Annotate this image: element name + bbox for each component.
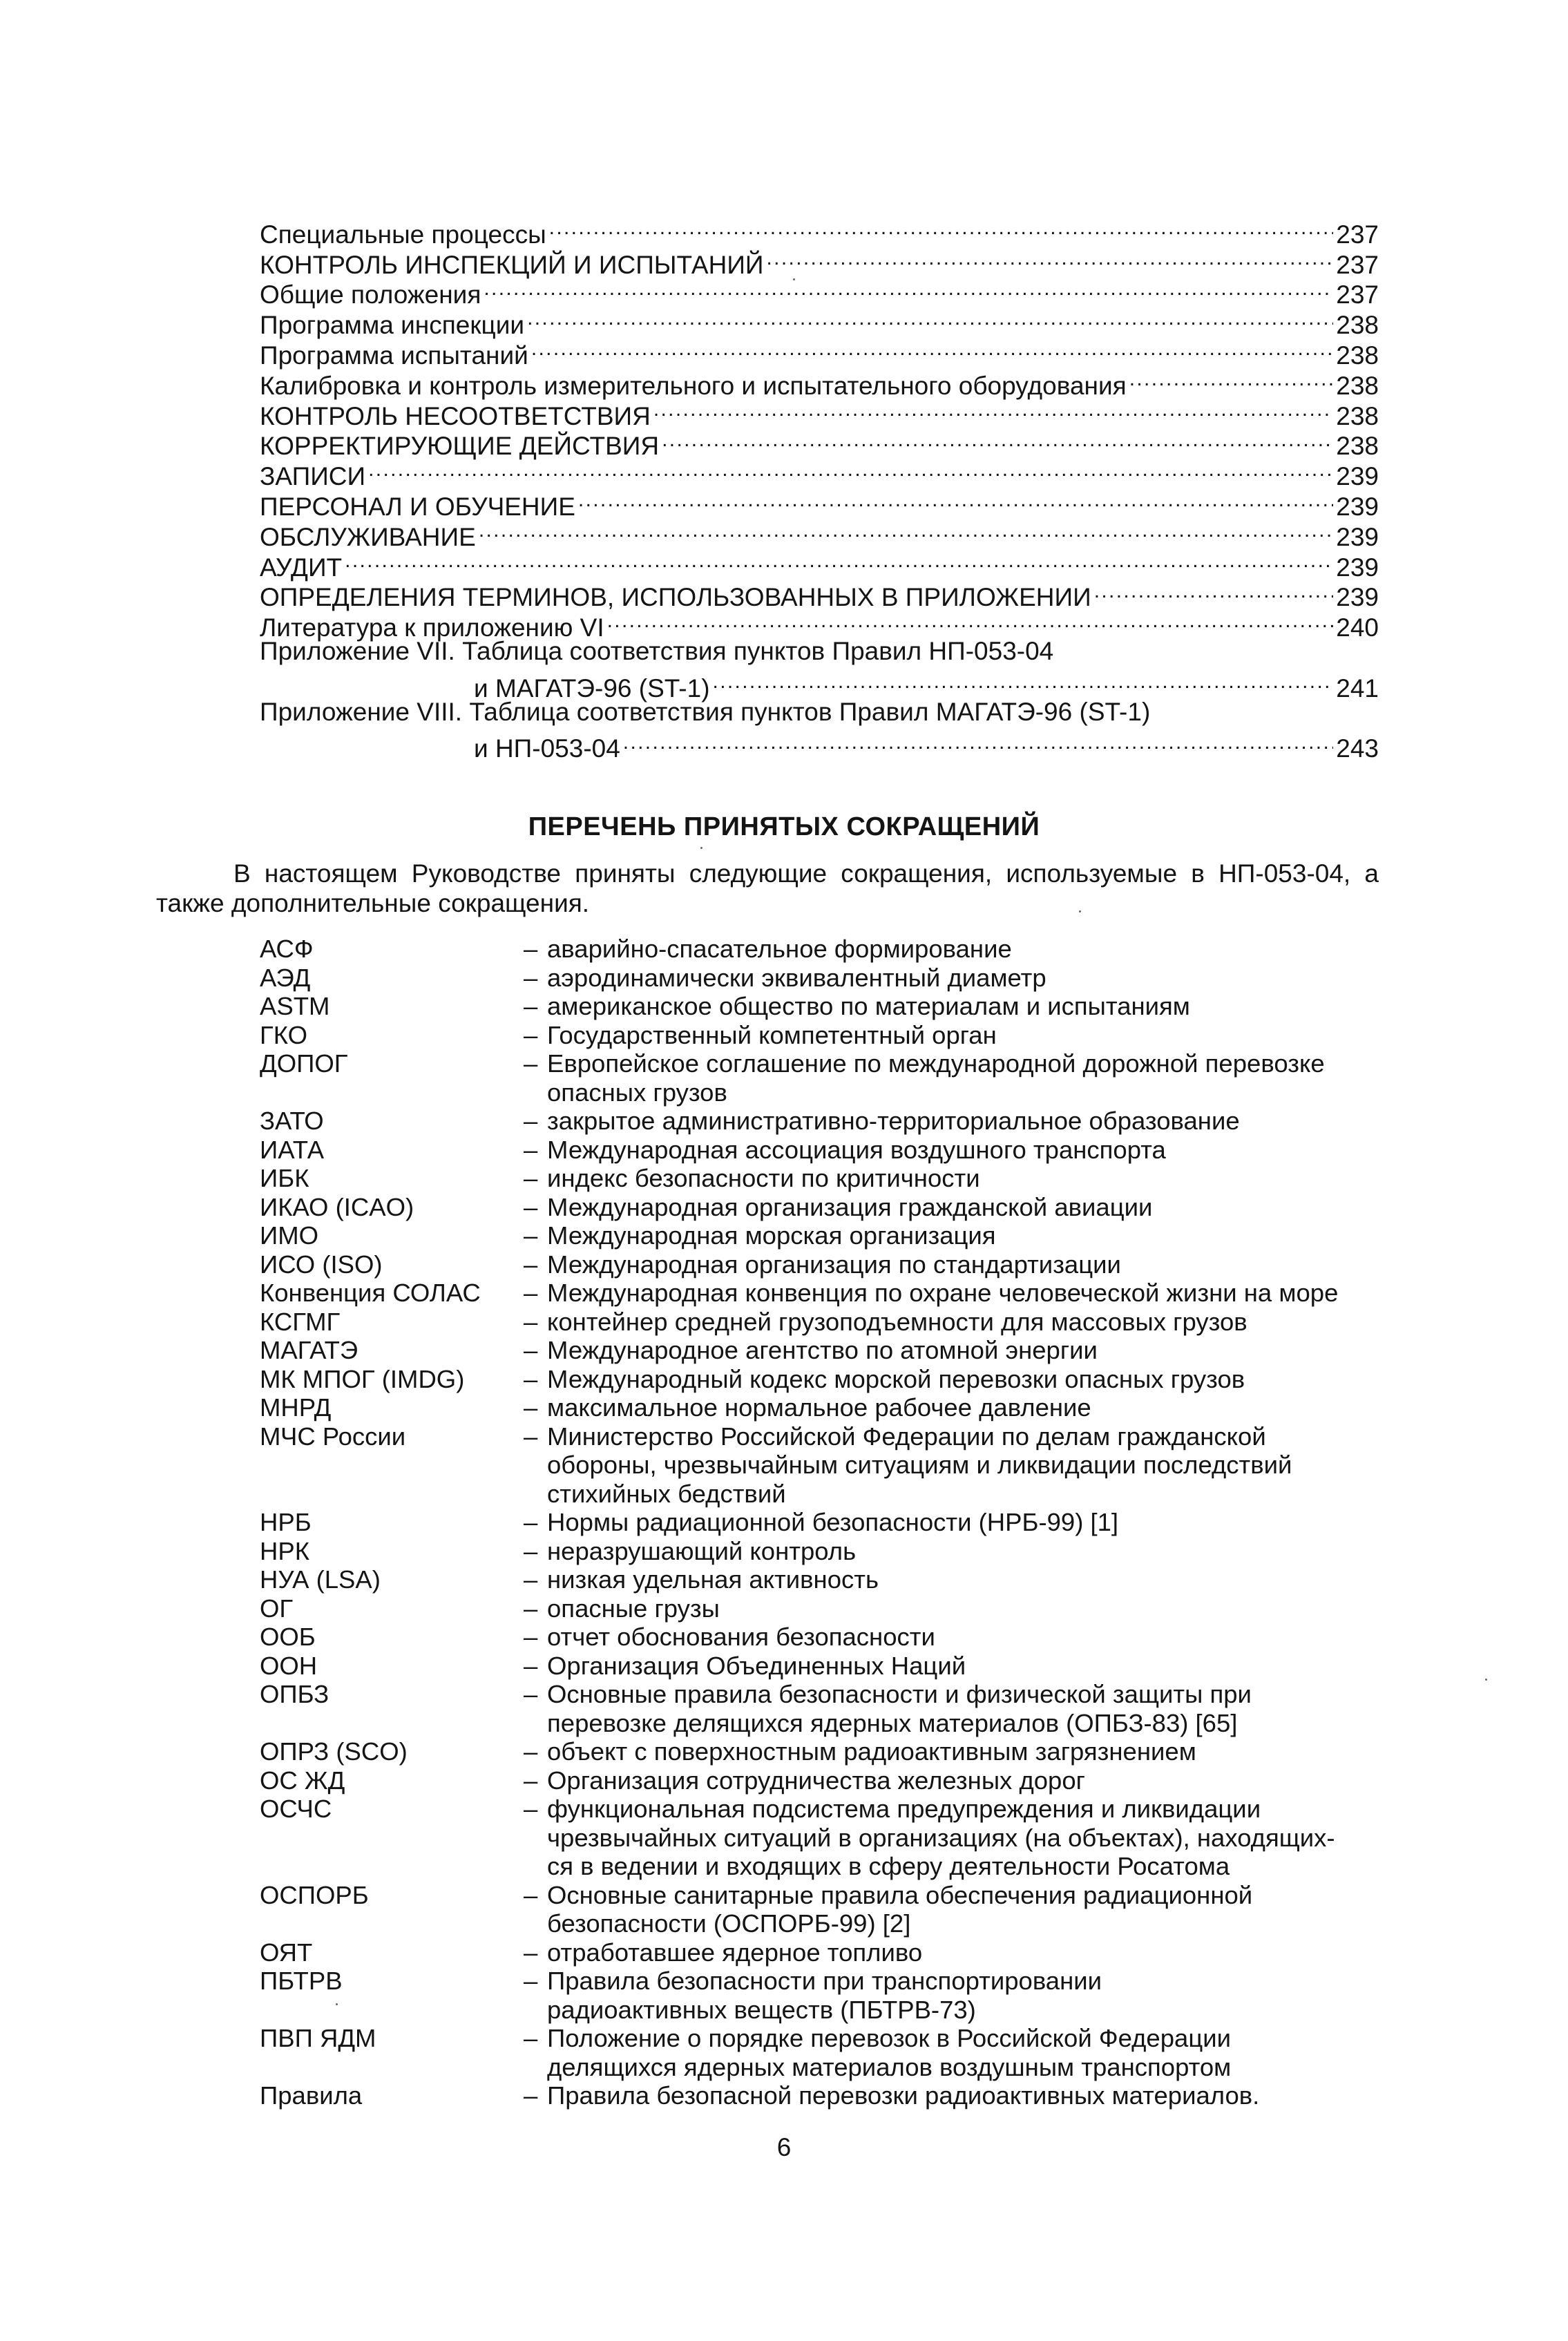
toc-entry-page: 239 bbox=[1336, 462, 1379, 491]
abbreviation-definition: Правила безопасности при транспортировании радиоактивных веществ (ПБТРВ-73) bbox=[547, 1967, 1102, 2024]
abbreviation-dash: – bbox=[524, 1221, 538, 1250]
toc-entry-page: 237 bbox=[1336, 280, 1379, 309]
abbreviation-term: ASTM bbox=[260, 992, 330, 1020]
abbreviation-dash: – bbox=[524, 1107, 538, 1135]
abbreviation-row bbox=[260, 1336, 1379, 1365]
abbreviation-row bbox=[260, 1537, 1379, 1566]
toc-entry-title: КОНТРОЛЬ НЕСООТВЕТСТВИЯ bbox=[260, 401, 651, 430]
abbreviation-term: ГКО bbox=[260, 1020, 308, 1049]
toc-entry-title: ОПРЕДЕЛЕНИЯ ТЕРМИНОВ, ИСПОЛЬЗОВАННЫХ В ПРИЛОЖЕНИИ bbox=[260, 583, 1091, 612]
abbreviation-definition: Государственный компетентный орган bbox=[547, 1020, 997, 1049]
toc-leader-dots bbox=[527, 303, 1333, 334]
abbreviation-row bbox=[260, 1623, 1379, 1652]
abbreviation-dash: – bbox=[524, 963, 538, 992]
abbreviation-term: МНРД bbox=[260, 1393, 332, 1422]
abbreviation-term: ЗАТО bbox=[260, 1107, 324, 1135]
toc-appendix-7-line1: Приложение VII. Таблица соответствия пунктов Правил НП-053-04 bbox=[260, 637, 1054, 666]
abbreviation-term: ИКАО (ICAO) bbox=[260, 1192, 414, 1221]
toc-appendix-8-line1: Приложение VIII. Таблица соответствия пунктов Правил МАГАТЭ-96 (ST-1) bbox=[260, 697, 1151, 726]
toc-leader-dots bbox=[549, 213, 1334, 243]
abbreviation-row bbox=[260, 1279, 1379, 1308]
abbreviation-term: МЧС России bbox=[260, 1422, 406, 1451]
toc-entry-title: КОРРЕКТИРУЮЩИЕ ДЕЙСТВИЯ bbox=[260, 432, 660, 461]
abbreviation-definition: американское общество по материалам и испытаниям bbox=[547, 992, 1190, 1020]
abbreviation-term: ПБТРВ bbox=[260, 1967, 343, 1995]
abbreviation-definition: максимальное нормальное рабочее давление bbox=[547, 1393, 1091, 1422]
toc-leader-dots bbox=[345, 546, 1333, 576]
toc-entry-title: АУДИТ bbox=[260, 553, 343, 582]
abbreviation-definition: Нормы радиационной безопасности (НРБ-99) [1] bbox=[547, 1508, 1119, 1536]
abbreviation-term: ООБ bbox=[260, 1623, 316, 1651]
toc-appendix-8-heading bbox=[260, 697, 1379, 727]
abbreviation-term: ОСЧС bbox=[260, 1795, 332, 1823]
abbreviation-dash: – bbox=[524, 1336, 538, 1364]
abbreviation-row bbox=[260, 1193, 1379, 1222]
toc-appendix-7-page: 241 bbox=[1336, 673, 1379, 703]
abbreviation-dash: – bbox=[524, 1192, 538, 1221]
scan-speck bbox=[700, 847, 702, 849]
intro-text: В настоящем Руководстве приняты следующие сокращения, используемые в НП-053-04, а также дополнительные сокращения. bbox=[156, 859, 1379, 917]
abbreviation-term: НРБ bbox=[260, 1508, 312, 1536]
abbreviation-row bbox=[260, 2081, 1379, 2110]
abbreviation-row bbox=[260, 1250, 1379, 1279]
abbreviation-term: ОПБЗ bbox=[260, 1680, 329, 1708]
abbreviation-row bbox=[260, 1049, 1379, 1107]
abbreviation-dash: – bbox=[524, 1393, 538, 1422]
abbreviation-row bbox=[260, 1508, 1379, 1537]
toc-leader-dots bbox=[479, 515, 1333, 546]
toc-appendix-7-entry bbox=[260, 667, 1379, 703]
abbreviation-row bbox=[260, 1652, 1379, 1681]
abbreviation-definition: отчет обоснования безопасности bbox=[547, 1623, 935, 1651]
abbreviation-term: ООН bbox=[260, 1651, 318, 1680]
abbreviation-dash: – bbox=[524, 1422, 538, 1451]
abbreviation-dash: – bbox=[524, 1565, 538, 1594]
table-of-contents bbox=[260, 213, 1379, 763]
toc-entry bbox=[260, 213, 1379, 249]
scan-speck bbox=[336, 2003, 338, 2005]
abbreviation-row bbox=[260, 1422, 1379, 1509]
toc-leader-dots bbox=[1094, 576, 1334, 606]
abbreviation-dash: – bbox=[524, 1135, 538, 1164]
abbreviation-dash: – bbox=[524, 1880, 538, 1909]
abbreviation-definition: Международная организация гражданской авиации bbox=[547, 1192, 1153, 1221]
toc-entry bbox=[260, 576, 1379, 612]
abbreviation-dash: – bbox=[524, 2081, 538, 2110]
toc-leader-dots bbox=[662, 425, 1333, 455]
abbreviation-definition: аварийно-спасательное формирование bbox=[547, 935, 1012, 963]
toc-entry-title: Специальные процессы bbox=[260, 220, 546, 249]
toc-entry-page: 239 bbox=[1336, 522, 1379, 551]
toc-appendix-7-line2: и МАГАТЭ-96 (ST-1) bbox=[474, 673, 710, 703]
scan-speck bbox=[1485, 1679, 1487, 1681]
abbreviation-row bbox=[260, 1136, 1379, 1165]
abbreviation-dash: – bbox=[524, 1967, 538, 1995]
toc-leader-dots bbox=[368, 455, 1333, 485]
abbreviation-row bbox=[260, 1737, 1379, 1766]
abbreviation-definition: функциональная подсистема предупреждения и ликвидации чрезвычайных ситуаций в организациях (на объектах), находящих- ся в ведении и входящих в сферу деятельности Росатома bbox=[547, 1795, 1335, 1880]
scan-speck bbox=[1079, 910, 1081, 912]
toc-entry-page: 239 bbox=[1336, 553, 1379, 582]
intro-paragraph bbox=[156, 859, 1379, 918]
toc-entry-title: Программа инспекции bbox=[260, 311, 525, 340]
abbreviation-definition: Основные санитарные правила обеспечения радиационной безопасности (ОСПОРБ-99) [2] bbox=[547, 1880, 1253, 1938]
abbreviation-definition: объект с поверхностным радиоактивным загрязнением bbox=[547, 1737, 1196, 1766]
toc-entry-page: 240 bbox=[1336, 613, 1379, 642]
abbreviation-definition: Организация сотрудничества железных дорог bbox=[547, 1766, 1085, 1795]
toc-leader-dots bbox=[767, 243, 1334, 274]
toc-leader-dots bbox=[531, 334, 1333, 364]
toc-entry-title: Программа испытаний bbox=[260, 341, 528, 370]
toc-appendix-8-page: 243 bbox=[1336, 734, 1379, 763]
toc-entry-title: ЗАПИСИ bbox=[260, 462, 366, 491]
toc-appendix-8-line2: и НП-053-04 bbox=[474, 734, 620, 763]
abbreviation-row bbox=[260, 1881, 1379, 1938]
toc-leader-dots bbox=[653, 394, 1333, 425]
abbreviation-row bbox=[260, 1107, 1379, 1136]
abbreviation-dash: – bbox=[524, 935, 538, 963]
abbreviation-dash: – bbox=[524, 2024, 538, 2052]
abbreviation-term: ОГ bbox=[260, 1594, 294, 1623]
abbreviation-definition: Европейское соглашение по международной дорожной перевозке опасных грузов bbox=[547, 1049, 1325, 1107]
abbreviation-dash: – bbox=[524, 1279, 538, 1307]
abbreviation-term: ОСПОРБ bbox=[260, 1880, 369, 1909]
abbreviation-row bbox=[260, 1221, 1379, 1250]
abbreviation-term: АЭД bbox=[260, 963, 311, 992]
abbreviation-term: ИБК bbox=[260, 1164, 309, 1192]
abbreviation-term: Конвенция СОЛАС bbox=[260, 1279, 481, 1307]
abbreviation-definition: Основные правила безопасности и физической защиты при перевозке делящихся ядерных материалов (ОПБЗ-83) [65] bbox=[547, 1680, 1252, 1737]
toc-entry bbox=[260, 485, 1379, 521]
abbreviation-term: НУА (LSA) bbox=[260, 1565, 381, 1594]
abbreviation-row bbox=[260, 1308, 1379, 1337]
abbreviation-definition: Организация Объединенных Наций bbox=[547, 1651, 966, 1680]
abbreviation-definition: Положение о порядке перевозок в Российской Федерации делящихся ядерных материалов воздушным транспортом bbox=[547, 2024, 1232, 2081]
abbreviation-dash: – bbox=[524, 1623, 538, 1651]
toc-appendix-7-heading bbox=[260, 636, 1379, 667]
abbreviation-definition: Международный кодекс морской перевозки опасных грузов bbox=[547, 1364, 1245, 1393]
abbreviation-definition: Правила безопасной перевозки радиоактивных материалов. bbox=[547, 2081, 1260, 2110]
abbreviation-definition: аэродинамически эквивалентный диаметр bbox=[547, 963, 1046, 992]
abbreviation-term: НРК bbox=[260, 1536, 309, 1565]
abbreviation-definition: Международная морская организация bbox=[547, 1221, 996, 1250]
abbreviation-definition: опасные грузы bbox=[547, 1594, 720, 1623]
abbreviation-term: МК МПОГ (IMDG) bbox=[260, 1364, 465, 1393]
toc-leader-dots bbox=[1129, 364, 1334, 394]
toc-entry-page: 238 bbox=[1336, 311, 1379, 340]
toc-entry-title: Общие положения bbox=[260, 280, 481, 309]
abbreviation-term: МАГАТЭ bbox=[260, 1336, 358, 1364]
toc-appendix-8-entry bbox=[260, 727, 1379, 763]
toc-entry-page: 238 bbox=[1336, 371, 1379, 400]
toc-entry-page: 237 bbox=[1336, 220, 1379, 249]
abbreviation-definition: контейнер средней грузоподъемности для массовых грузов bbox=[547, 1307, 1247, 1336]
abbreviation-definition: закрытое административно-территориальное образование bbox=[547, 1107, 1240, 1135]
abbreviation-dash: – bbox=[524, 1795, 538, 1823]
toc-entry-page: 238 bbox=[1336, 432, 1379, 461]
abbreviation-row bbox=[260, 1393, 1379, 1422]
abbreviation-dash: – bbox=[524, 1651, 538, 1680]
toc-entry-page: 237 bbox=[1336, 250, 1379, 279]
abbreviation-dash: – bbox=[524, 1594, 538, 1623]
abbreviation-definition: Международное агентство по атомной энергии bbox=[547, 1336, 1098, 1364]
abbreviation-row bbox=[260, 1365, 1379, 1394]
abbreviation-dash: – bbox=[524, 1020, 538, 1049]
abbreviation-row bbox=[260, 964, 1379, 993]
abbreviation-definition: низкая удельная активность bbox=[547, 1565, 879, 1594]
scan-speck bbox=[793, 278, 795, 280]
toc-entry-page: 239 bbox=[1336, 492, 1379, 521]
abbreviation-row bbox=[260, 1565, 1379, 1594]
abbreviation-definition: неразрушающий контроль bbox=[547, 1536, 857, 1565]
abbreviation-dash: – bbox=[524, 1364, 538, 1393]
toc-entry-title: Литература к приложению VI bbox=[260, 613, 604, 642]
abbreviation-dash: – bbox=[524, 1737, 538, 1766]
toc-entry-title: ПЕРСОНАЛ И ОБУЧЕНИЕ bbox=[260, 492, 575, 521]
abbreviation-dash: – bbox=[524, 1307, 538, 1336]
toc-entry-page: 239 bbox=[1336, 583, 1379, 612]
toc-leader-dots bbox=[484, 274, 1333, 304]
abbreviation-dash: – bbox=[524, 1766, 538, 1795]
abbreviation-term: АСФ bbox=[260, 935, 314, 963]
toc-entry bbox=[260, 546, 1379, 582]
abbreviation-definition: отработавшее ядерное топливо bbox=[547, 1938, 923, 1967]
abbreviation-definition: Международная конвенция по охране человеческой жизни на море bbox=[547, 1279, 1339, 1307]
abbreviation-row bbox=[260, 2024, 1379, 2081]
abbreviation-row bbox=[260, 1938, 1379, 1967]
abbreviation-definition: индекс безопасности по критичности bbox=[547, 1164, 980, 1192]
abbreviation-term: ДОПОГ bbox=[260, 1049, 348, 1078]
abbreviation-row bbox=[260, 1680, 1379, 1737]
abbreviation-term: ОПРЗ (SCO) bbox=[260, 1737, 408, 1766]
abbreviation-row bbox=[260, 935, 1379, 964]
toc-leader-dots bbox=[578, 485, 1333, 515]
abbreviation-row bbox=[260, 1795, 1379, 1881]
toc-entry bbox=[260, 455, 1379, 491]
toc-entry-title: Калибровка и контроль измерительного и испытательного оборудования bbox=[260, 371, 1127, 400]
abbreviation-dash: – bbox=[524, 1536, 538, 1565]
abbreviation-dash: – bbox=[524, 1250, 538, 1279]
abbreviation-row bbox=[260, 1766, 1379, 1795]
abbreviation-term: ИСО (ISO) bbox=[260, 1250, 383, 1279]
abbreviation-term: ПВП ЯДМ bbox=[260, 2024, 376, 2052]
toc-leader-dots bbox=[607, 606, 1334, 636]
abbreviation-term: ИАТА bbox=[260, 1135, 325, 1164]
abbreviation-dash: – bbox=[524, 1680, 538, 1708]
abbreviation-dash: – bbox=[524, 1508, 538, 1536]
abbreviation-list bbox=[260, 935, 1379, 2110]
abbreviation-row bbox=[260, 1021, 1379, 1050]
abbreviation-row bbox=[260, 1164, 1379, 1193]
toc-entry-page: 238 bbox=[1336, 341, 1379, 370]
abbreviation-term: Правила bbox=[260, 2081, 363, 2110]
abbreviation-term: ОС ЖД bbox=[260, 1766, 345, 1795]
section-title: ПЕРЕЧЕНЬ ПРИНЯТЫХ СОКРАЩЕНИЙ bbox=[528, 812, 1040, 841]
toc-entry-title: ОБСЛУЖИВАНИЕ bbox=[260, 522, 476, 551]
toc-entry-page: 238 bbox=[1336, 401, 1379, 430]
page-number: 6 bbox=[776, 2133, 792, 2161]
abbreviation-dash: – bbox=[524, 992, 538, 1020]
abbreviation-row bbox=[260, 992, 1379, 1021]
abbreviation-dash: – bbox=[524, 1938, 538, 1967]
abbreviation-row bbox=[260, 1967, 1379, 2024]
toc-leader-dots bbox=[713, 667, 1334, 697]
abbreviation-row bbox=[260, 1594, 1379, 1623]
toc-entry-title: КОНТРОЛЬ ИНСПЕКЦИЙ И ИСПЫТАНИЙ bbox=[260, 250, 764, 279]
abbreviation-definition: Международная организация по стандартизации bbox=[547, 1250, 1121, 1279]
toc-leader-dots bbox=[623, 727, 1333, 758]
abbreviation-definition: Министерство Российской Федерации по делам гражданской обороны, чрезвычайным ситуациям и ликвидации последствий стихийных бедствий bbox=[547, 1422, 1292, 1508]
abbreviation-term: КСГМГ bbox=[260, 1307, 341, 1336]
abbreviation-term: ОЯТ bbox=[260, 1938, 313, 1967]
abbreviation-dash: – bbox=[524, 1049, 538, 1078]
abbreviation-term: ИМО bbox=[260, 1221, 319, 1250]
abbreviation-dash: – bbox=[524, 1164, 538, 1192]
abbreviation-definition: Международная ассоциация воздушного транспорта bbox=[547, 1135, 1166, 1164]
